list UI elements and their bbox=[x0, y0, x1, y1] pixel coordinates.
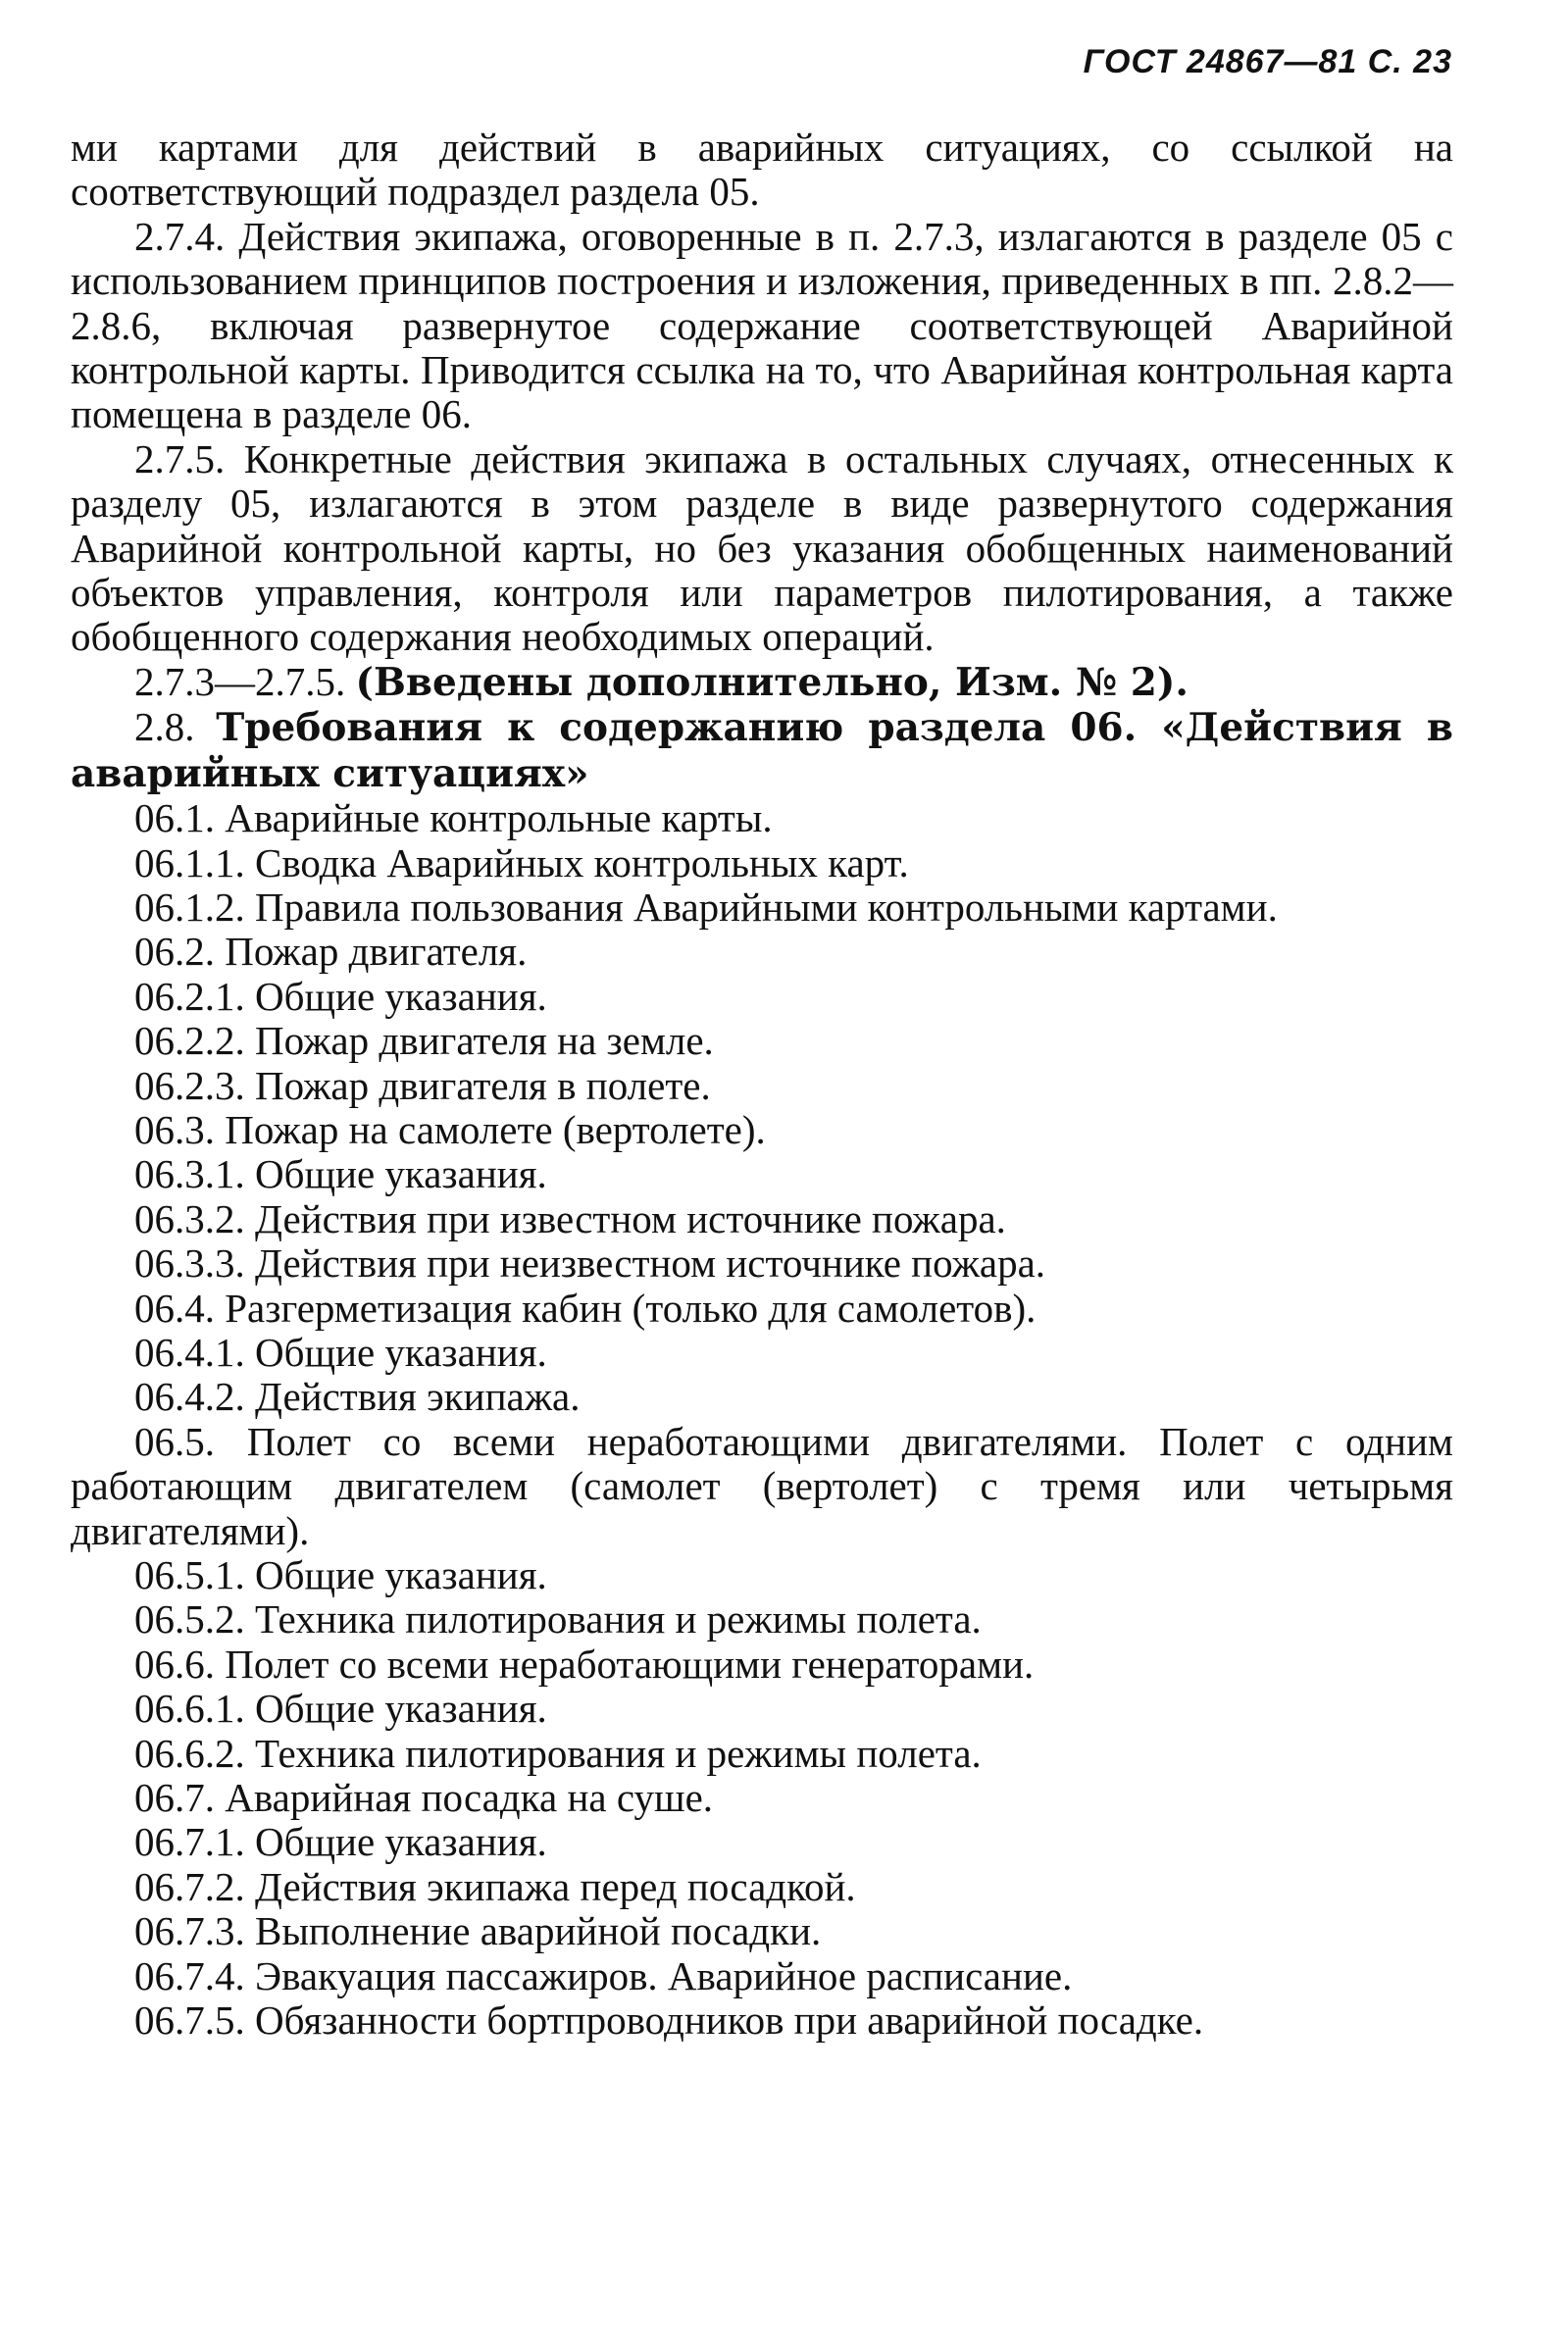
amendment-range: 2.7.3—2.7.5. bbox=[134, 658, 346, 704]
toc-item: 06.6. Полет со всеми неработающими генераторами. bbox=[134, 1641, 1035, 1687]
toc-item: 06.5.1. Общие указания. bbox=[134, 1552, 547, 1597]
toc-item: 06.7.4. Эвакуация пассажиров. Аварийное расписание. bbox=[134, 1952, 1073, 1998]
paragraph-continuation: ми картами для действий в аварийных ситуациях, со ссылкой на соответствующий подраздел раздела 05. bbox=[71, 125, 1453, 215]
toc-item: 06.4. Разгерметизация кабин (только для самолетов). bbox=[134, 1285, 1037, 1331]
toc-item: 06.4.1. Общие указания. bbox=[134, 1329, 547, 1375]
toc-item: 06.6.1. Общие указания. bbox=[134, 1686, 547, 1732]
toc-item: 06.1.2. Правила пользования Аварийными контрольными картами. bbox=[134, 884, 1278, 930]
toc-item: 06.2.3. Пожар двигателя в полете. bbox=[134, 1062, 711, 1108]
toc-item: 06.2.1. Общие указания. bbox=[134, 973, 547, 1019]
section-heading-2-8 bbox=[71, 705, 1453, 796]
page-header: ГОСТ 24867—81 С. 23 bbox=[1083, 43, 1452, 80]
section-title: Требования к содержанию раздела 06. «Действия в аварийных ситуациях» bbox=[71, 705, 1453, 796]
toc-item: 06.7.5. Обязанности бортпроводников при аварийной посадке. bbox=[134, 1997, 1204, 2044]
toc-item: 06.7.2. Действия экипажа перед посадкой. bbox=[134, 1863, 856, 1909]
toc-item: 06.1. Аварийные контрольные карты. bbox=[134, 795, 773, 841]
toc-item: 06.3.3. Действия при неизвестном источнике пожара. bbox=[134, 1240, 1046, 1287]
toc-item: 06.5. Полет со всеми неработающими двигателями. Полет с одним работающим двигателем (самолет (вертолет) с тремя или четырьмя двигателями). bbox=[71, 1418, 1453, 1553]
section-number: 2.8. bbox=[134, 704, 195, 750]
toc-item: 06.7.1. Общие указания. bbox=[134, 1819, 547, 1865]
toc-item: 06.5.2. Техника пилотирования и режимы полета. bbox=[134, 1596, 982, 1643]
toc-item: 06.2.2. Пожар двигателя на земле. bbox=[134, 1018, 714, 1064]
toc-item: 06.3.2. Действия при известном источнике пожара. bbox=[134, 1195, 1006, 1241]
amendment-text: (Введены дополнительно, Изм. № 2). bbox=[355, 659, 1189, 705]
toc-item: 06.2. Пожар двигателя. bbox=[134, 929, 528, 975]
document-body bbox=[71, 126, 1453, 2043]
toc-item: 06.7.3. Выполнение аварийной посадки. bbox=[134, 1908, 822, 1954]
toc-item: 06.6.2. Техника пилотирования и режимы полета. bbox=[134, 1730, 982, 1776]
toc-item: 06.7. Аварийная посадка на суше. bbox=[134, 1775, 714, 1821]
paragraph-amendment-note bbox=[71, 660, 1453, 705]
toc-item: 06.1.1. Сводка Аварийных контрольных карт. bbox=[134, 839, 909, 885]
paragraph-2-7-5: 2.7.5. Конкретные действия экипажа в остальных случаях, отнесенных к разделу 05, излагаются в этом разделе в виде развернутого содержания Аварийной контрольной карты, но без указания обобщенных наименований объектов управления, контроля или параметров пилотирования, а также обобщенного содержания необходимых операций. bbox=[71, 435, 1453, 660]
toc-item: 06.3. Пожар на самолете (вертолете). bbox=[134, 1106, 766, 1152]
toc-item: 06.4.2. Действия экипажа. bbox=[134, 1374, 581, 1420]
toc-item: 06.3.1. Общие указания. bbox=[134, 1151, 547, 1197]
paragraph-2-7-4: 2.7.4. Действия экипажа, оговоренные в п. 2.7.3, излагаются в разделе 05 с использованием принципов построения и изложения, приведенных в пп. 2.8.2—2.8.6, включая развернутое содержание соответствующей Аварийной контрольной карты. Приводится ссылка на то, что Аварийная контрольная карта помещена в разделе 06. bbox=[71, 213, 1453, 437]
